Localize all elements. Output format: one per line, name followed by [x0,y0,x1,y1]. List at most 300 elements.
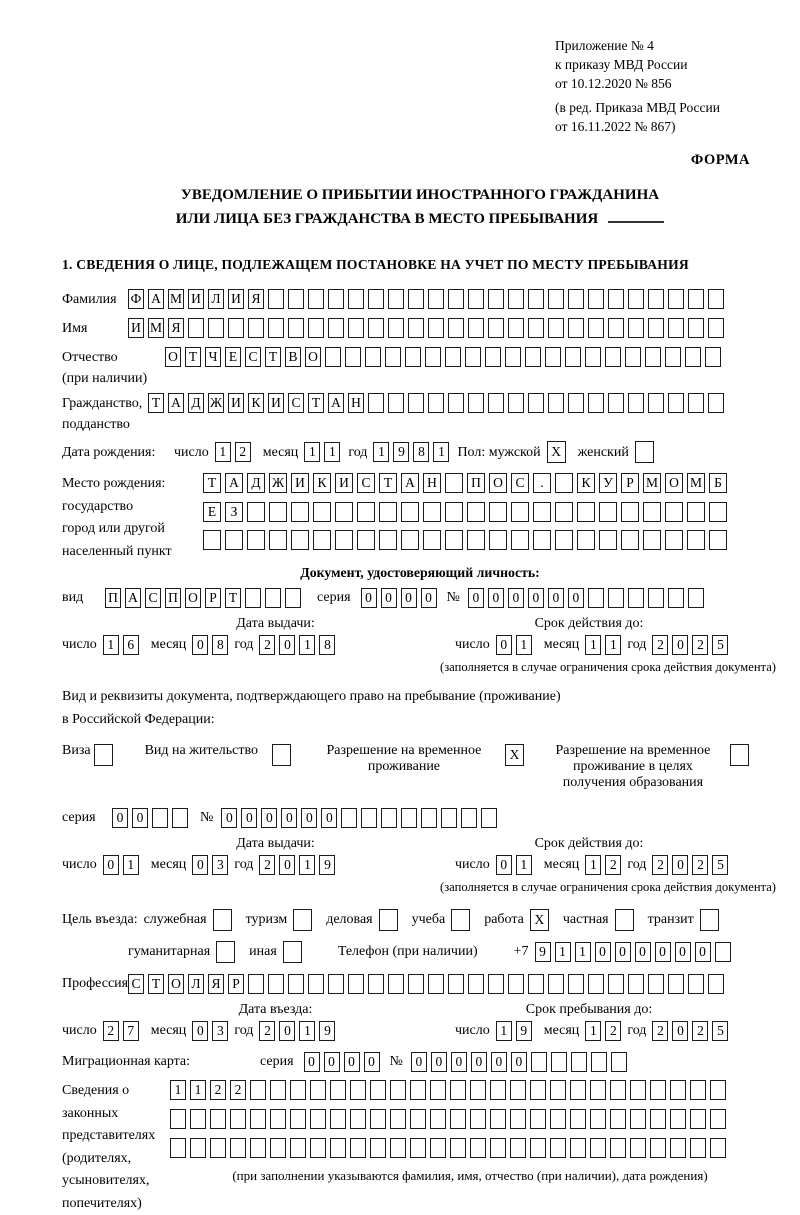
title-underline [608,207,664,223]
char-cell: Я [168,318,184,338]
char-cell [528,393,544,413]
char-cell [213,909,232,931]
stay-doc-number-cells [221,808,497,828]
char-cell [272,744,291,766]
char-cell [630,1080,646,1100]
char-cell [408,289,424,309]
residence-permit-option: Вид на жительство [145,743,291,766]
char-cell [408,393,424,413]
char-cell: Т [148,974,164,994]
char-cell [488,289,504,309]
char-cell [310,1080,326,1100]
birthplace-row-2 [203,502,727,522]
char-cell [190,1109,206,1129]
char-cell: Т [308,393,324,413]
char-cell: М [643,473,661,493]
char-cell [368,318,384,338]
profession-label: Профессия [62,976,129,991]
char-cell [710,1138,726,1158]
char-cell: 8 [212,635,228,655]
char-cell: 2 [259,855,275,875]
doc-expiry-note: (заполняется в случае ограничения срока действия документа) [440,660,776,674]
appendix-line: Приложение № 4 [555,38,654,53]
char-cell [325,347,341,367]
char-cell [190,1138,206,1158]
char-cell [428,289,444,309]
char-cell [379,909,398,931]
char-cell [365,347,381,367]
char-cell: Я [208,974,224,994]
char-cell [335,502,353,522]
char-cell [590,1138,606,1158]
char-cell: А [125,588,141,608]
char-cell [688,318,704,338]
char-cell: . [533,473,551,493]
char-cell: 3 [212,855,228,875]
char-cell [348,974,364,994]
char-cell: Б [709,473,727,493]
char-cell [203,530,221,550]
stay-doc-intro: Вид и реквизиты документа, подтверждающего право на пребывание (проживание) в Российской Федерации: [62,689,561,727]
patronymic-cells [165,347,721,367]
char-cell [401,530,419,550]
char-cell [485,347,501,367]
char-cell [621,502,639,522]
char-cell [293,909,312,931]
char-cell: Р [621,473,639,493]
char-cell: П [165,588,181,608]
char-cell [715,942,731,962]
representatives-row-1 [170,1080,770,1100]
stay-doc-expiry-month [585,855,621,875]
char-cell [370,1080,386,1100]
char-cell: X [505,744,524,766]
day-label: число [174,444,209,460]
char-cell [441,808,457,828]
char-cell [245,588,261,608]
char-cell [341,808,357,828]
char-cell [530,1080,546,1100]
doc-valid-until-heading: Срок действия до: [534,616,644,631]
char-cell: С [288,393,304,413]
char-cell: А [328,393,344,413]
entry-date-group: число 2 7 месяц 0 3 год 2 0 1 9 [62,1021,455,1041]
char-cell [555,502,573,522]
char-cell [285,588,301,608]
char-cell: Т [225,588,241,608]
char-cell: 1 [299,635,315,655]
char-cell: 6 [123,635,139,655]
char-cell [345,347,361,367]
visa-option: Виза [62,743,113,766]
char-cell [248,974,264,994]
char-cell: С [128,974,144,994]
char-cell: 9 [319,1021,335,1041]
char-cell: 0 [361,588,377,608]
char-cell [448,318,464,338]
char-cell [410,1138,426,1158]
char-cell: 1 [103,635,119,655]
char-cell [308,974,324,994]
representatives-label: Сведения о законных представителях (родителях, усыновителях, попечителях) [62,1083,156,1211]
char-cell [370,1109,386,1129]
char-cell: О [185,588,201,608]
stay-doc-issue-day [103,855,139,875]
char-cell [588,289,604,309]
purpose-work-checkbox [530,909,549,931]
char-cell [605,347,621,367]
char-cell [670,1109,686,1129]
char-cell: 2 [259,635,275,655]
char-cell [430,1080,446,1100]
char-cell: 2 [235,442,251,462]
char-cell [450,1109,466,1129]
char-cell: И [335,473,353,493]
char-cell: И [228,289,244,309]
revision-line: (в ред. Приказа МВД России [555,100,720,115]
phone-label: Телефон (при наличии) [337,944,478,959]
char-cell: 1 [215,442,231,462]
char-cell: С [145,588,161,608]
char-cell: 0 [321,808,337,828]
char-cell: 1 [304,442,320,462]
char-cell [533,530,551,550]
doc-issue-date-group: число 1 6 месяц 0 8 год 2 0 1 8 [62,635,455,655]
char-cell [615,909,634,931]
char-cell [643,502,661,522]
char-cell: 1 [373,442,389,462]
char-cell: С [357,473,375,493]
char-cell [710,1080,726,1100]
char-cell [511,502,529,522]
purpose-business-checkbox [379,909,398,931]
doc-number-cells [468,588,704,608]
char-cell [410,1080,426,1100]
char-cell [461,808,477,828]
char-cell [348,318,364,338]
char-cell [668,974,684,994]
surname-cells [128,289,724,309]
char-cell: 0 [381,588,397,608]
char-cell: В [285,347,301,367]
char-cell [528,318,544,338]
char-cell [490,1080,506,1100]
char-cell: 0 [508,588,524,608]
char-cell [730,744,749,766]
char-cell [570,1138,586,1158]
char-cell: 1 [585,635,601,655]
char-cell: А [168,393,184,413]
char-cell [421,808,437,828]
char-cell [577,502,595,522]
char-cell: Д [188,393,204,413]
char-cell [528,974,544,994]
char-cell [508,289,524,309]
stay-doc-valid-until-heading: Срок действия до: [534,836,644,851]
char-cell [210,1109,226,1129]
char-cell: 0 [241,808,257,828]
entry-month [192,1021,228,1041]
char-cell [670,1080,686,1100]
birthdate-label: Дата рождения: [62,444,156,460]
char-cell: Т [203,473,221,493]
char-cell [665,347,681,367]
char-cell [172,808,188,828]
char-cell: А [401,473,419,493]
birth-year-cells [373,442,449,462]
char-cell [548,289,564,309]
char-cell: 2 [652,855,668,875]
char-cell [288,974,304,994]
char-cell [248,318,264,338]
char-cell [568,974,584,994]
char-cell [668,393,684,413]
purpose-label: Цель въезда: [62,912,138,927]
temp-residence-option: Разрешение на временное проживание X [311,743,524,775]
char-cell [330,1138,346,1158]
char-cell: 0 [192,635,208,655]
char-cell: Ч [205,347,221,367]
char-cell: К [248,393,264,413]
stay-doc-options [62,743,778,791]
char-cell [650,1138,666,1158]
phone-cells [535,942,731,962]
char-cell [388,393,404,413]
char-cell: У [599,473,617,493]
char-cell [470,1109,486,1129]
char-cell: П [105,588,121,608]
title-line-2: ИЛИ ЛИЦА БЕЗ ГРАЖДАНСТВА В МЕСТО ПРЕБЫВАНИЯ [62,207,778,231]
char-cell: 0 [344,1052,360,1072]
char-cell [291,502,309,522]
char-cell [430,1109,446,1129]
char-cell [448,289,464,309]
char-cell [350,1109,366,1129]
stay-until-heading: Срок пребывания до: [525,1002,653,1017]
char-cell [531,1052,547,1072]
char-cell [690,1109,706,1129]
char-cell [489,502,507,522]
char-cell: 0 [488,588,504,608]
stay-doc-series-label: серия [62,810,96,825]
char-cell [550,1109,566,1129]
char-cell [328,974,344,994]
char-cell [548,318,564,338]
char-cell: 0 [304,1052,320,1072]
char-cell [405,347,421,367]
char-cell [625,347,641,367]
doc-issue-month [192,635,228,655]
profession-cells [128,974,724,994]
char-cell [588,393,604,413]
char-cell [490,1138,506,1158]
firstname-label: Имя [62,321,88,336]
char-cell [608,974,624,994]
purpose-other-checkbox [283,941,302,963]
char-cell [368,393,384,413]
page-title [62,183,778,231]
char-cell [687,530,705,550]
char-cell [450,1138,466,1158]
char-cell [188,318,204,338]
char-cell: 9 [319,855,335,875]
char-cell: 1 [123,855,139,875]
char-cell: О [168,974,184,994]
char-cell [230,1138,246,1158]
char-cell: О [665,473,683,493]
migration-card-number-label: № [389,1054,403,1069]
char-cell: Д [247,473,265,493]
char-cell [310,1138,326,1158]
char-cell [270,1109,286,1129]
char-cell [489,530,507,550]
doc-series-cells [361,588,437,608]
citizenship-label: Гражданство, подданство [62,396,143,432]
char-cell [290,1080,306,1100]
char-cell [510,1138,526,1158]
char-cell [648,318,664,338]
char-cell: 0 [675,942,691,962]
char-cell [225,530,243,550]
char-cell: И [188,289,204,309]
char-cell [548,974,564,994]
char-cell [545,347,561,367]
char-cell [610,1080,626,1100]
title-line-1: УВЕДОМЛЕНИЕ О ПРИБЫТИИ ИНОСТРАННОГО ГРАЖДАНИНА [180,187,660,203]
char-cell [328,289,344,309]
form-label: ФОРМА [690,152,750,168]
char-cell [590,1109,606,1129]
stay-until-year [652,1021,728,1041]
representatives-row-3 [170,1138,770,1158]
birthplace-row-3 [203,530,727,550]
char-cell [283,941,302,963]
char-cell [428,318,444,338]
char-cell: Л [208,289,224,309]
char-cell [621,530,639,550]
char-cell: 1 [496,1021,512,1041]
char-cell [423,502,441,522]
char-cell [448,974,464,994]
char-cell [505,347,521,367]
sex-female-checkbox [635,441,654,463]
char-cell [451,909,470,931]
purpose-tourism-checkbox [293,909,312,931]
surname-label: Фамилия [62,292,117,307]
purpose-humanitarian-checkbox [216,941,235,963]
char-cell [288,318,304,338]
entry-day [103,1021,139,1041]
char-cell: 0 [672,635,688,655]
order-line: к приказу МВД России [555,57,688,72]
doc-series-label: серия [317,590,351,605]
stay-doc-issue-month [192,855,228,875]
char-cell [688,289,704,309]
char-cell [228,318,244,338]
char-cell: 1 [299,1021,315,1041]
char-cell [381,808,397,828]
char-cell: С [511,473,529,493]
char-cell [668,588,684,608]
stay-until-month [585,1021,621,1041]
char-cell [408,974,424,994]
char-cell [668,289,684,309]
char-cell: 0 [672,1021,688,1041]
stay-until-day [496,1021,532,1041]
birthplace-cells [203,473,727,559]
char-cell [577,530,595,550]
char-cell [291,530,309,550]
char-cell: 2 [692,1021,708,1041]
doc-number-label: № [446,590,460,605]
char-cell: О [305,347,321,367]
char-cell [250,1080,266,1100]
birth-month-cells [304,442,340,462]
revision-date-line: от 16.11.2022 № 867) [555,119,676,134]
stay-doc-issue-date-heading: Дата выдачи: [236,836,315,851]
patronymic-label: Отчество (при наличии) [62,350,148,386]
char-cell [508,974,524,994]
migration-card-label: Миграционная карта: [62,1054,191,1069]
char-cell [685,347,701,367]
char-cell [568,393,584,413]
char-cell [268,289,284,309]
char-cell: 0 [595,942,611,962]
char-cell [571,1052,587,1072]
doc-issue-date-heading: Дата выдачи: [236,616,315,631]
char-cell [588,318,604,338]
char-cell: Н [348,393,364,413]
stay-doc-issue-date-group: число 0 1 месяц 0 3 год 2 0 1 9 [62,855,455,875]
char-cell: 0 [471,1052,487,1072]
char-cell [468,289,484,309]
char-cell [648,289,664,309]
char-cell [268,318,284,338]
char-cell [481,808,497,828]
doc-issue-day [103,635,139,655]
char-cell [390,1080,406,1100]
char-cell [548,393,564,413]
char-cell: И [128,318,144,338]
char-cell: 0 [421,588,437,608]
char-cell: 7 [123,1021,139,1041]
migration-card-number-cells [411,1052,627,1072]
char-cell: 0 [615,942,631,962]
char-cell: 0 [451,1052,467,1072]
char-cell [665,502,683,522]
char-cell [611,1052,627,1072]
char-cell [488,318,504,338]
char-cell: П [467,473,485,493]
char-cell: X [547,441,566,463]
char-cell: 0 [672,855,688,875]
temp-residence-checkbox [505,744,524,766]
citizenship-cells [148,393,724,413]
char-cell: 1 [299,855,315,875]
char-cell [510,1080,526,1100]
char-cell: С [245,347,261,367]
char-cell [628,289,644,309]
char-cell [648,393,664,413]
representatives-cells [170,1080,770,1184]
char-cell: 2 [210,1080,226,1100]
char-cell [428,393,444,413]
char-cell: М [687,473,705,493]
sex-female-label: женский [577,444,629,460]
char-cell [350,1080,366,1100]
char-cell: Т [265,347,281,367]
doc-expiry-date-group: число 0 1 месяц 1 1 год 2 0 2 5 [455,635,728,655]
